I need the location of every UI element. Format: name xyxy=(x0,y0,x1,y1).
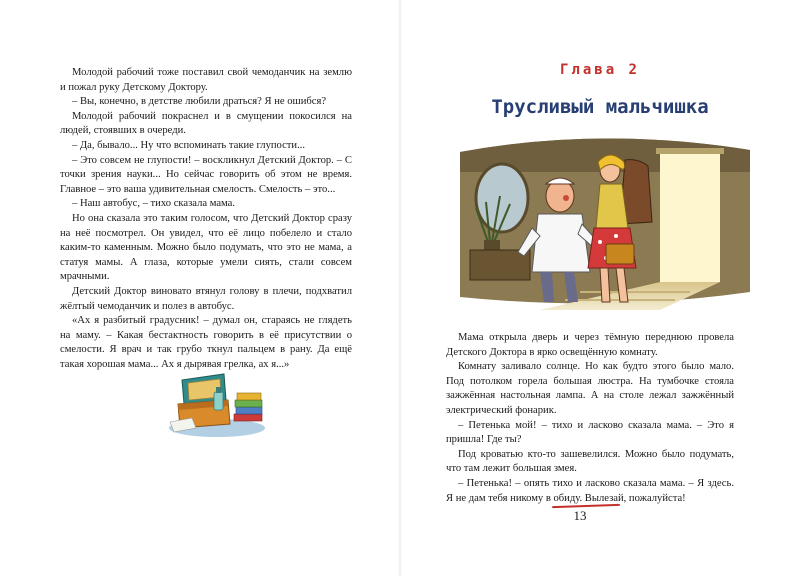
paragraph: – Наш автобус, – тихо сказала мама. xyxy=(72,198,236,210)
right-page xyxy=(400,0,800,576)
doctor-and-mama-illustration xyxy=(460,132,750,312)
chapter-title: Трусливый мальчишка xyxy=(491,96,709,118)
paragraph: Под кроватью кто-то зашевелился. Можно было подумать, что там лежит большая змея. xyxy=(446,448,734,475)
paragraph: Молодой рабочий покраснел и в смущении покосился на людей, стоявших в очереди. xyxy=(60,110,352,137)
paragraph: – Петенька! – опять тихо и ласково сказала мама. – Я здесь. Я не дам тебя никому в обиду. Вылезай, пожалуйста! xyxy=(446,477,734,504)
paragraph: – Вы, конечно, в детстве любили драться? Я не ошибся? xyxy=(72,96,327,108)
right-page-text xyxy=(446,331,734,506)
paragraph: – Это совсем не глупости! – воскликнул Детский Доктор. – С точки зрения науки... Но сейчас говорить об этом не время. Главное – это ваша удивительная смелость. Смелость – это... xyxy=(60,154,352,195)
suitcase-illustration xyxy=(162,362,272,442)
page-number: 13 xyxy=(573,508,587,523)
paragraph: Но она сказала это таким голосом, что Детский Доктор сразу на неё посмотрел. Он увидел, что её лицо побелело и стало каким-то каменным. Можно было подумать, что это не мама, а статуя мамы. А глаза, которые умели сиять, стали совсем мрачными. xyxy=(60,212,352,283)
left-page-text xyxy=(60,66,352,372)
paragraph: Детский Доктор виновато втянул голову в плечи, подхватил жёлтый чемоданчик и полез в автобус. xyxy=(60,285,352,312)
paragraph: Мама открыла дверь и через тёмную переднюю провела Детского Доктора в ярко освещённую комнату. xyxy=(446,332,734,358)
paragraph: – Да, бывало... Ну что вспоминать такие глупости... xyxy=(72,139,306,151)
paragraph: – Петенька мой! – тихо и ласково сказала мама. – Это я пришла! Где ты? xyxy=(446,419,734,446)
chapter-label: Глава 2 xyxy=(559,62,640,78)
paragraph: «Ах я разбитый градусник! – думал он, стараясь не глядеть на маму. – Какая бестактность говорить в её присутствии о смелости. Я врач и так грубо ткнул пальцем в рану. Да ещё такая хорошая мама... Ах я дырявая грелка, ах я...» xyxy=(60,315,352,370)
paragraph: Молодой рабочий тоже поставил свой чемоданчик на землю и пожал руку Детскому Доктору. xyxy=(60,67,352,93)
paragraph: Комнату заливало солнце. Но как будто этого было мало. Под потолком горела большая люстра. На тумбочке стояла зажжённая настольная лампа. А на столе лежал зажжённый электрический фонарик. xyxy=(446,361,734,416)
